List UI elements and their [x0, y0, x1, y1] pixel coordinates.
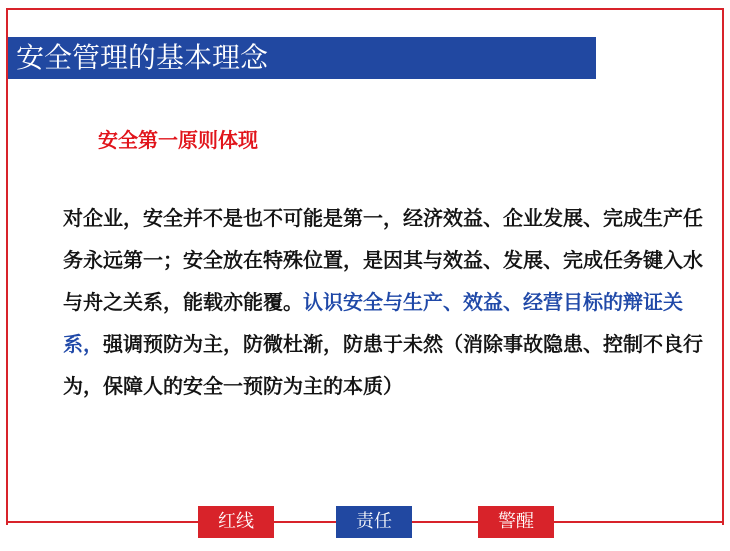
slide-subtitle: 安全第一原则体现 [98, 128, 258, 152]
body-text-part1: 对企业，安全并不是也不可能是第一，经济效益、企业发展、完成生产任务永远第一；安全放在特殊位置，是因其与效益、发展、完成任务键入水与舟之关系，能载亦能覆。 [63, 206, 703, 314]
frame-right-line [722, 8, 724, 525]
frame-top-line [6, 8, 724, 10]
responsibility-button[interactable]: 责任 [336, 506, 412, 538]
body-paragraph [63, 197, 703, 407]
body-highlight: 认识安全与生产、效益、经营目标的辩证关系， [63, 290, 683, 356]
frame-left-line [6, 8, 8, 525]
body-text-part2: 强调预防为主，防微杜渐，防患于未然（消除事故隐患、控制不良行为，保障人的安全一预防为主的本质） [63, 332, 703, 398]
alert-button[interactable]: 警醒 [478, 506, 554, 538]
slide-title: 安全管理的基本理念 [8, 37, 596, 79]
red-line-button[interactable]: 红线 [198, 506, 274, 538]
